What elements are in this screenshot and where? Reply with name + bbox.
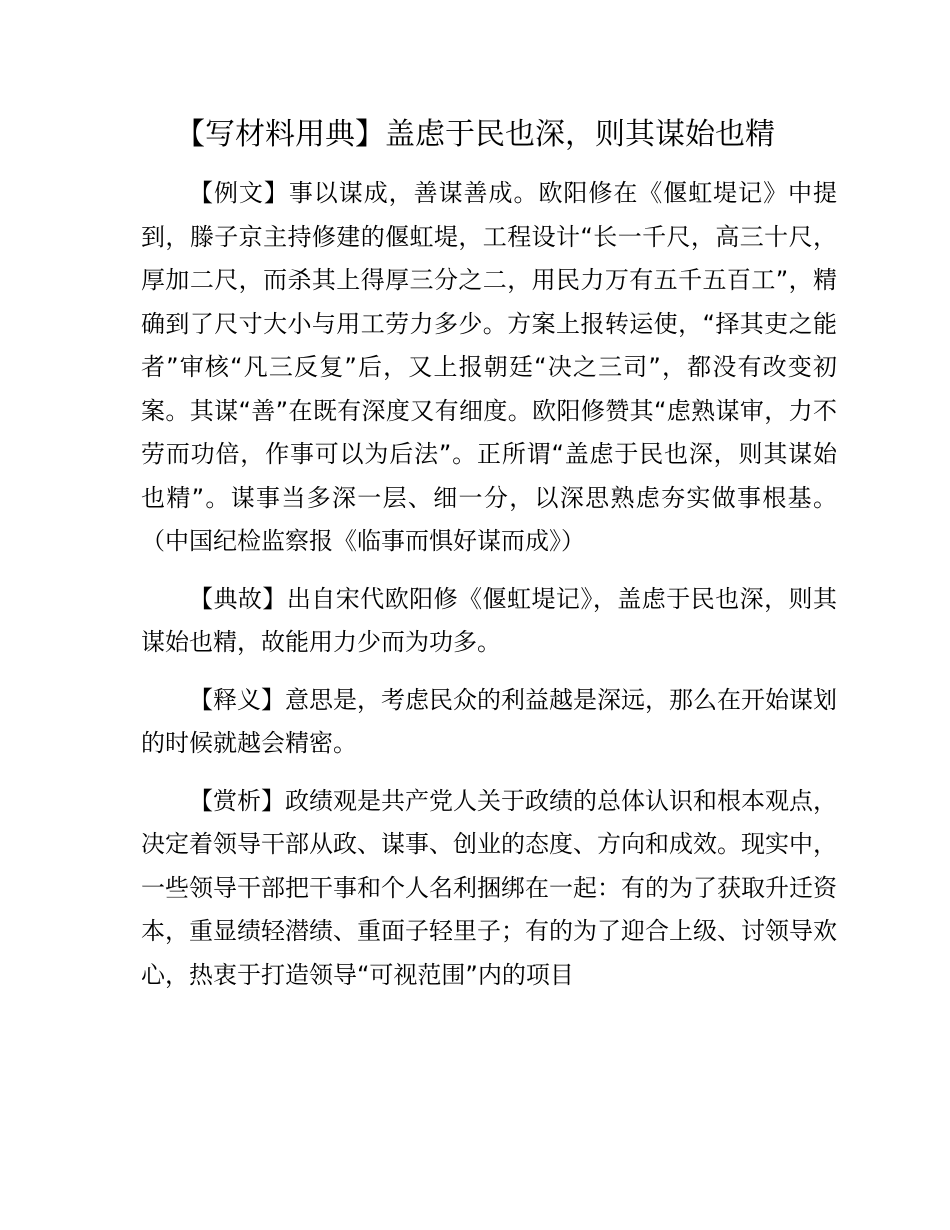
- document-body: [141, 172, 837, 1011]
- paragraph-example: 【例文】事以谋成，善谋善成。欧阳修在《偃虹堤记》中提到，滕子京主持修建的偃虹堤，工程设计“长一千尺，高三十尺，厚加二尺，而杀其上得厚三分之二，用民力万有五千五百工”，精确到了尺寸大小与用工劳力多少。方案上报转运使，“择其吏之能者”审核“凡三反复”后，又上报朝廷“决之三司”，都没有改变初案。其谋“善”在既有深度又有细度。欧阳修赞其“虑熟谋审，力不劳而功倍，作事可以为后法”。正所谓“盖虑于民也深，则其谋始也精”。谋事当多深一层、细一分，以深思熟虑夯实做事根基。（中国纪检监察报《临事而惧好谋而成》）: [141, 179, 837, 555]
- paragraph-meaning: 【释义】意思是，考虑民众的利益越是深远，那么在开始谋划的时候就越会精密。: [141, 685, 837, 757]
- paragraph-analysis: 【赏析】政绩观是共产党人关于政绩的总体认识和根本观点，决定着领导干部从政、谋事、创业的态度、方向和成效。现实中，一些领导干部把干事和个人名利捆绑在一起：有的为了获取升迁资本，重显绩轻潜绩、重面子轻里子；有的为了迎合上级、讨领导欢心，热衷于打造领导“可视范围”内的项目: [141, 786, 837, 989]
- paragraph-allusion: 【典故】出自宋代欧阳修《偃虹堤记》，盖虑于民也深，则其谋始也精，故能用力少而为功多。: [141, 584, 837, 656]
- document-title: 【写材料用典】盖虑于民也深，则其谋始也精: [175, 117, 775, 152]
